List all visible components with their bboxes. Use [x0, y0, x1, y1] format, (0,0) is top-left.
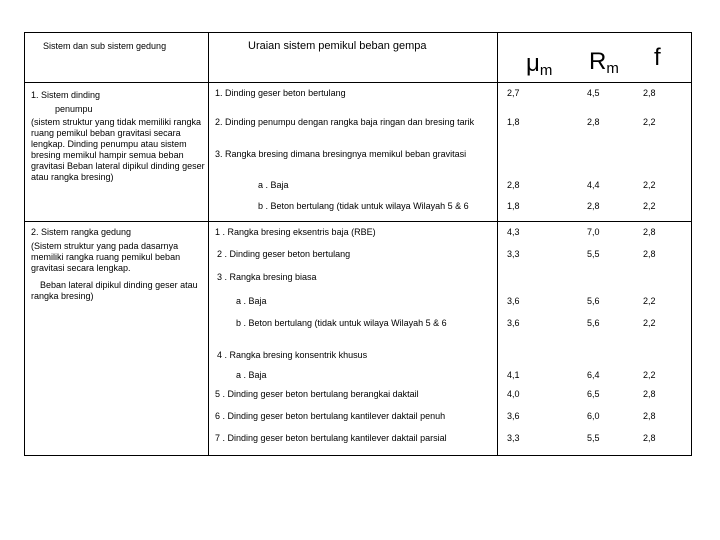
row-rm: 5,6: [587, 318, 600, 328]
row-label: a . Baja: [236, 296, 267, 306]
header-system: Sistem dan sub sistem gedung: [43, 41, 167, 51]
row-f: 2,8: [643, 88, 656, 98]
row-label: 3. Rangka bresing dimana bresingnya memikul beban gravitasi: [215, 149, 467, 159]
row-f: 2,2: [643, 201, 656, 211]
row-rm: 5,5: [587, 433, 600, 443]
row-label: 4 . Rangka bresing konsentrik khusus: [217, 350, 368, 360]
row-f: 2,8: [643, 227, 656, 237]
group2-title: 2. Sistem rangka gedung: [31, 227, 132, 237]
table-left-border: [24, 32, 25, 456]
row-f: 2,8: [643, 249, 656, 259]
row-label: 1 . Rangka bresing eksentris baja (RBE): [215, 227, 376, 237]
row-rm: 6,5: [587, 389, 600, 399]
row-rm: 6,4: [587, 370, 600, 380]
group2-description-cont: Beban lateral dipikul dinding geser atau rangka bresing): [31, 280, 198, 301]
header-mu: [526, 52, 552, 83]
r-symbol: R: [589, 48, 607, 75]
row-label: 3 . Rangka bresing biasa: [217, 272, 317, 282]
header-rm: [589, 50, 619, 81]
group2-description: (Sistem struktur yang pada dasarnya memiliki rangka ruang pemikul beban gravitasi secara lengkap.: [31, 241, 181, 273]
row-f: 2,8: [643, 433, 656, 443]
row-mu: 2,7: [507, 88, 520, 98]
row-rm: 5,6: [587, 296, 600, 306]
row-f: 2,2: [643, 180, 656, 190]
row-label: a . Baja: [258, 180, 289, 190]
row-mu: 1,8: [507, 117, 520, 127]
row-mu: 3,3: [507, 249, 520, 259]
row-rm: 5,5: [587, 249, 600, 259]
r-subscript: m: [606, 60, 619, 77]
row-mu: 4,1: [507, 370, 520, 380]
row-rm: 2,8: [587, 117, 600, 127]
row-rm: 6,0: [587, 411, 600, 421]
row-f: 2,2: [643, 296, 656, 306]
row-rm: 4,4: [587, 180, 600, 190]
mu-subscript: m: [539, 62, 553, 79]
row-label: 2. Dinding penumpu dengan rangka baja ringan dan bresing tarik: [215, 117, 475, 127]
row-mu: 3,6: [507, 318, 520, 328]
row-rm: 4,5: [587, 88, 600, 98]
group1-description: (sistem struktur yang tidak memiliki rangka ruang pemikul beban gravitasi secara lengkap. Dinding penumpu atau sistem bresing memikul hampir semua beban gravitasi Beban lateral dipikul dinding geser atau rangka bresing): [31, 117, 205, 182]
row-f: 2,2: [643, 117, 656, 127]
mu-symbol: μ: [526, 50, 540, 77]
row-label: 5 . Dinding geser beton bertulang berangkai daktail: [215, 389, 419, 399]
row-label: b . Beton bertulang (tidak untuk wilaya Wilayah 5 & 6: [258, 201, 469, 211]
column-divider-description: [497, 32, 498, 456]
row-label: 2 . Dinding geser beton bertulang: [217, 249, 351, 259]
column-divider-system: [208, 32, 209, 456]
table-bottom-border: [24, 455, 692, 456]
row-label: 1. Dinding geser beton bertulang: [215, 88, 346, 98]
group1-bottom-border: [24, 221, 692, 222]
row-mu: 4,0: [507, 389, 520, 399]
row-mu: 2,8: [507, 180, 520, 190]
row-label: 6 . Dinding geser beton bertulang kantilever daktail penuh: [215, 411, 446, 421]
row-mu: 3,6: [507, 296, 520, 306]
row-f: 2,2: [643, 318, 656, 328]
header-f: f: [654, 44, 661, 71]
row-mu: 3,3: [507, 433, 520, 443]
row-rm: 7,0: [587, 227, 600, 237]
row-mu: 1,8: [507, 201, 520, 211]
table-right-border: [691, 32, 692, 456]
table-top-border: [24, 32, 692, 33]
group1-title-cont: penumpu: [55, 104, 93, 114]
row-f: 2,8: [643, 411, 656, 421]
row-label: 7 . Dinding geser beton bertulang kantilever daktail parsial: [215, 433, 447, 443]
row-f: 2,2: [643, 370, 656, 380]
row-rm: 2,8: [587, 201, 600, 211]
row-label: b . Beton bertulang (tidak untuk wilaya Wilayah 5 & 6: [236, 318, 447, 328]
row-mu: 4,3: [507, 227, 520, 237]
row-f: 2,8: [643, 389, 656, 399]
row-mu: 3,6: [507, 411, 520, 421]
row-label: a . Baja: [236, 370, 267, 380]
header-description: Uraian sistem pemikul beban gempa: [248, 40, 427, 52]
header-bottom-border: [24, 82, 692, 83]
group1-title: 1. Sistem dinding: [31, 90, 101, 100]
